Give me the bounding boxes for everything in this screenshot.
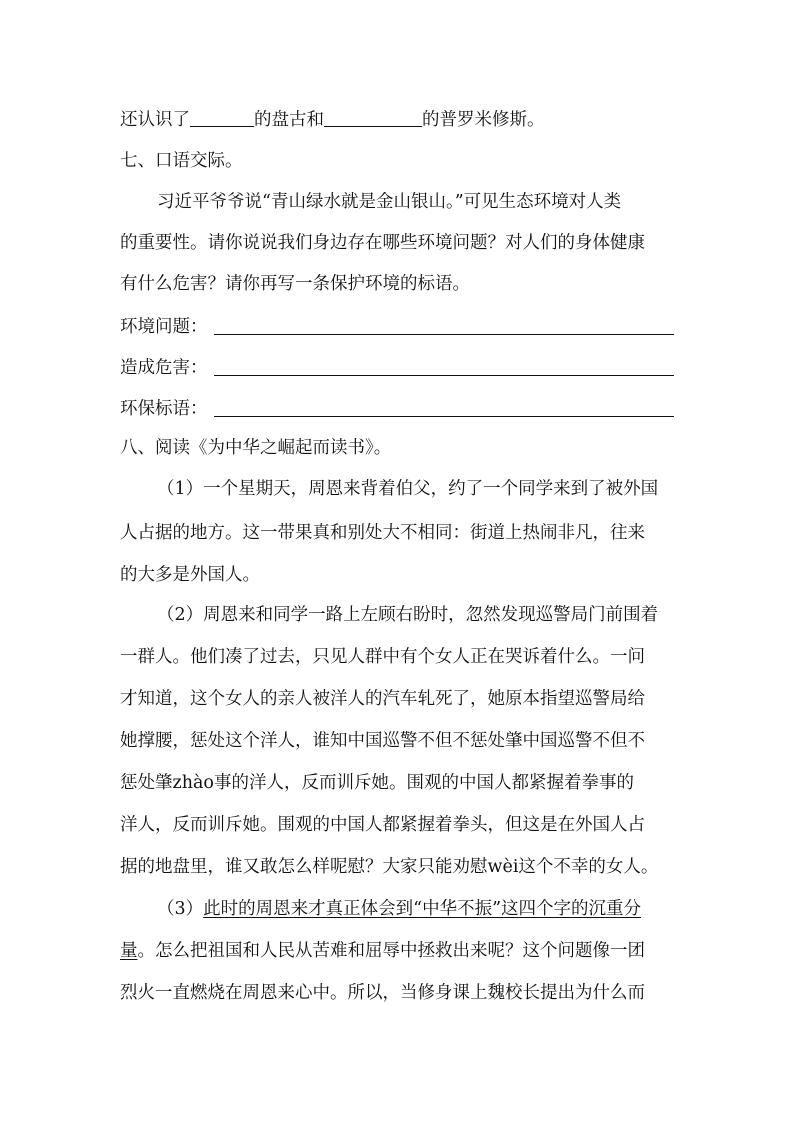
field-label-environment-problem: 环境问题： <box>120 317 208 337</box>
reading-paragraph-1-line: 人占据的地方。这一带果真和别处大不相同：街道上热闹非凡，往来 <box>120 523 645 543</box>
answer-blank-2[interactable] <box>324 108 422 127</box>
reading-paragraph-2-line: 洋人，反而训斥她。围观的中国人都紧握着拳头，但这是在外国人占 <box>120 815 645 835</box>
reading-paragraph-2-line: 一群人。他们凑了过去，只见人群中有个女人正在哭诉着什么。一问 <box>120 647 645 667</box>
underlined-sentence: 此时的周恩来才真正体会到“中华不振”这四个字的沉重分 <box>203 899 642 919</box>
fill-in-sentence <box>120 108 545 132</box>
section-7-paragraph-line: 习近平爷爷说“青山绿水就是金山银山。”可见生态环境对人类 <box>157 192 622 212</box>
reading-paragraph-1-line: 的大多是外国人。 <box>120 565 260 585</box>
reading-paragraph-2-line: 惩处肇zhào事的洋人，反而训斥她。围观的中国人都紧握着拳事的 <box>120 773 634 793</box>
sentence-part-2: 的盘古和 <box>254 110 324 130</box>
sentence-part-3: 的普罗米修斯。 <box>422 110 545 130</box>
answer-line-harm[interactable] <box>214 375 674 376</box>
paragraph-text: 。怎么把祖国和人民从苦难和屈辱中拯救出来呢？这个问题像一团 <box>137 941 645 961</box>
answer-blank-1[interactable] <box>190 108 254 127</box>
reading-paragraph-2-line: 据的地盘里，谁又敢怎么样呢慰？大家只能劝慰wèi这个不幸的女人。 <box>120 857 659 877</box>
sentence-part-1: 还认识了 <box>120 110 190 130</box>
paragraph-number: （3） <box>157 899 204 919</box>
field-label-slogan: 环保标语： <box>120 399 208 419</box>
answer-line-slogan[interactable] <box>214 416 674 417</box>
reading-paragraph-2-line: （2）周恩来和同学一路上左顾右盼时，忽然发现巡警局门前围着 <box>157 605 659 625</box>
underlined-sentence-end: 量 <box>120 941 138 961</box>
reading-paragraph-3-line <box>120 939 645 963</box>
section-7-paragraph-line: 有什么危害？请你再写一条保护环境的标语。 <box>120 274 470 294</box>
reading-paragraph-3-line: 烈火一直燃烧在周恩来心中。所以，当修身课上魏校长提出为什么而 <box>120 983 645 1003</box>
section-7-heading: 七、口语交际。 <box>120 151 243 171</box>
reading-paragraph-2-line: 才知道，这个女人的亲人被洋人的汽车轧死了，她原本指望巡警局给 <box>120 689 645 709</box>
field-label-harm: 造成危害： <box>120 358 208 378</box>
section-7-paragraph-line: 的重要性。请你说说我们身边存在哪些环境问题？对人们的身体健康 <box>120 233 645 253</box>
reading-paragraph-2-line: 她撑腰，惩处这个洋人，谁知中国巡警不但不惩处肇中国巡警不但不 <box>120 731 645 751</box>
section-8-heading: 八、阅读《为中华之崛起而读书》。 <box>120 438 392 458</box>
reading-paragraph-3-line <box>157 897 641 921</box>
answer-line-environment-problem[interactable] <box>214 334 674 335</box>
reading-paragraph-1-line: （1）一个星期天，周恩来背着伯父，约了一个同学来到了被外国 <box>157 479 659 499</box>
